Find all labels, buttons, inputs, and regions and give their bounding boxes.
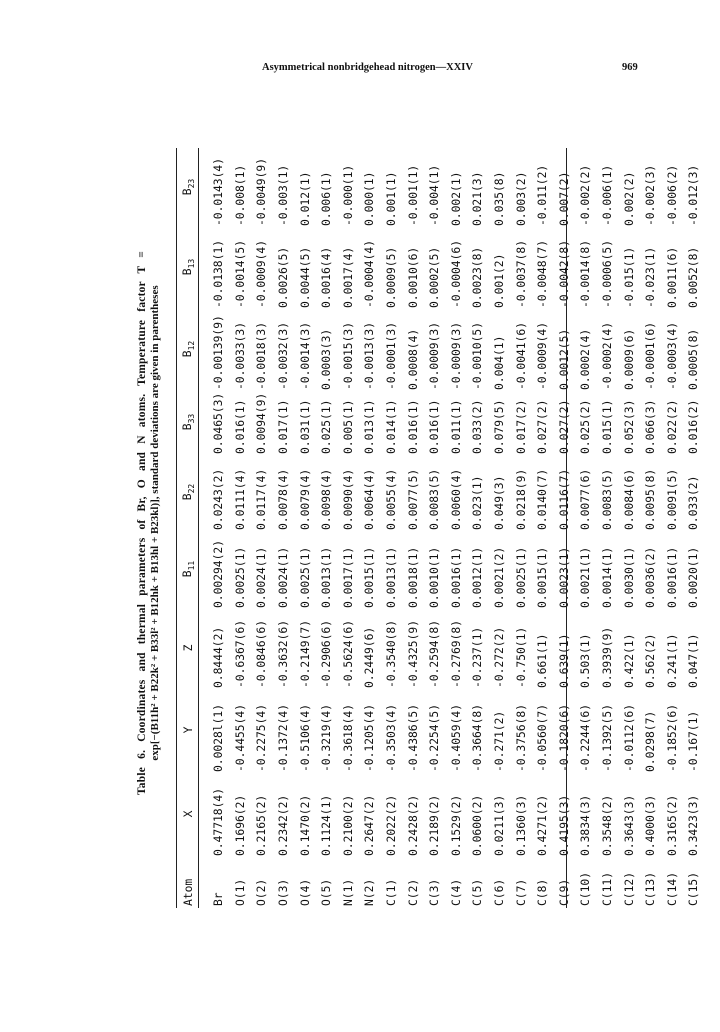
table-row [510,148,532,908]
table-cell-b22: 0.0116(7) [557,468,571,530]
table-cell-atom: O(1) [233,878,247,906]
table-cell-atom: C(3) [428,878,442,906]
table-cell-x: 0.47718(4) [212,787,226,856]
column-header-b22 [180,454,198,530]
column-header-b23 [180,148,198,226]
table-cell-b23: 0.035(8) [493,171,507,226]
table-cell-b33: 0.027(2) [557,399,571,454]
table-cell-b13: -0.0014(8) [579,239,593,308]
table-cell-b23: -0.003(1) [277,164,291,226]
table-cell-b11: 0.0015(1) [536,546,550,608]
table-cell-b12: 0.0008(4) [406,328,420,390]
table-cell-z: -0.2769(8) [449,619,463,688]
table-cell-atom: Br [212,892,226,906]
table-cell-b23: -0.012(3) [687,164,701,226]
table-cell-b33: 0.013(1) [363,399,377,454]
table-cell-b12: 0.0012(5) [557,328,571,390]
rotated-table-block [128,140,701,908]
table-cell-b22: 0.0083(5) [428,468,442,530]
table-cell-b23: -0.002(3) [644,164,658,226]
table-cell-b11: 0.0021(1) [579,546,593,608]
table-cell-atom: O(4) [298,878,312,906]
column-header-b33 [180,390,198,454]
table-cell-b12: -0.0009(3) [428,321,442,390]
table-cell-b33: 0.033(2) [471,399,485,454]
table-cell-b22: 0.0055(4) [385,468,399,530]
table-cell-b22: 0.0083(5) [600,468,614,530]
table-cell-b11: 0.0010(1) [428,546,442,608]
table-cell-z: 0.8444(2) [212,626,226,688]
column-header-label: X [181,810,195,818]
column-header-label: Y [181,726,195,734]
table-cell-b12: -0.0032(3) [277,321,291,390]
table-cell-b11: 0.00294(2) [212,539,226,608]
table-cell-y: -0.1852(6) [665,703,679,772]
table-cell-b12: -0.0041(6) [514,321,528,390]
table-cell-x: 0.4195(3) [557,794,571,856]
table-cell-b12: -0.0033(3) [233,321,247,390]
caption-line-2: exp[−(B11h² + B22k² + B33l² + B12hk + B13hl + B23kl)], standard deviations are given in parentheses [149,285,161,761]
table-cell-b33: 0.016(1) [233,399,247,454]
table-cell-x: 0.2342(2) [277,794,291,856]
table-cell-z: -0.237(1) [471,626,485,688]
table-cell-x: 0.4271(2) [536,794,550,856]
table-cell-x: 0.1124(1) [320,794,334,856]
table-cell-atom: C(5) [471,878,485,906]
table-cell-b13: 0.0017(4) [341,246,355,308]
table-cell-z: -0.4325(9) [406,619,420,688]
table-cell-b12: 0.0009(6) [622,328,636,390]
table-cell-b13: -0.015(1) [622,246,636,308]
table-row [467,148,489,908]
table-cell-b33: 0.079(5) [493,399,507,454]
table-cell-b13: 0.0002(5) [428,246,442,308]
table-cell-b13: 0.0009(5) [385,246,399,308]
table-cell-atom: C(9) [557,878,571,906]
column-header-z [180,608,198,688]
table-cell-b11: 0.0018(1) [406,546,420,608]
table-cell-b13: -0.0138(1) [212,239,226,308]
table-cell-b22: 0.0060(4) [449,468,463,530]
table-cell-b22: 0.0095(8) [644,468,658,530]
table-row [402,148,424,908]
column-header-label: B [180,188,194,196]
column-header-label: B [180,570,194,578]
table-cell-b22: 0.0084(6) [622,468,636,530]
table-cell-z: -0.3632(6) [277,619,291,688]
table-cell-b23: 0.021(3) [471,171,485,226]
table-cell-b23: -0.002(2) [579,164,593,226]
table-cell-x: 0.1529(2) [449,794,463,856]
table-cell-b23: -0.000(1) [341,164,355,226]
table-cell-x: 0.2428(2) [406,794,420,856]
table-cell-b12: -0.0001(3) [385,321,399,390]
table-cell-y: -0.3664(8) [471,703,485,772]
table-row [338,148,360,908]
table-header-row [180,148,198,908]
table-cell-x: 0.3423(3) [687,794,701,856]
table-cell-b11: 0.0013(1) [320,546,334,608]
table-row [359,148,381,908]
table-cell-y: -0.0560(7) [536,703,550,772]
table-cell-b33: 0.025(2) [579,399,593,454]
table-cell-b33: 0.052(3) [622,399,636,454]
table-cell-b13: 0.0052(8) [687,246,701,308]
table-cell-b11: 0.0017(1) [341,546,355,608]
table-cell-z: -0.272(2) [493,626,507,688]
table-cell-y: -0.3618(4) [341,703,355,772]
column-header-label: Z [181,644,195,652]
table-cell-b22: 0.0111(4) [233,468,247,530]
table-cell-y: -0.3503(4) [385,703,399,772]
table-cell-b11: 0.0023(1) [557,546,571,608]
table-cell-b13: 0.0023(8) [471,246,485,308]
table-cell-b33: 0.016(2) [687,399,701,454]
table-cell-b11: 0.0024(1) [277,546,291,608]
table-cell-b23: 0.007(2) [557,171,571,226]
table-cell-b23: -0.008(1) [233,164,247,226]
table-cell-b23: 0.006(1) [320,171,334,226]
table-cell-y: -0.5106(4) [298,703,312,772]
table-cell-b23: -0.011(2) [536,164,550,226]
table-cell-z: 0.422(1) [622,633,636,688]
table-cell-b11: 0.0014(1) [600,546,614,608]
table-cell-z: -0.5624(6) [341,619,355,688]
table-cell-b13: 0.001(2) [493,253,507,308]
table-cell-x: 0.4000(3) [644,794,658,856]
table-cell-b23: -0.001(1) [406,164,420,226]
table-row [554,148,576,908]
table-cell-b12: -0.0009(4) [536,321,550,390]
column-header-label: B [180,423,194,431]
table-cell-atom: C(7) [514,878,528,906]
table-cell-b22: 0.0140(7) [536,468,550,530]
table-row [198,148,230,908]
table-cell-x: 0.2189(2) [428,794,442,856]
table-cell-b11: 0.0016(1) [665,546,679,608]
column-header-subscript: 11 [186,560,196,571]
table-cell-y: -0.1205(4) [363,703,377,772]
table-cell-y: -0.3756(8) [514,703,528,772]
table-cell-z: -0.2906(6) [320,619,334,688]
table-cell-b13: -0.0048(7) [536,239,550,308]
table-cell-b12: 0.0002(4) [579,328,593,390]
table-cell-b11: 0.0025(1) [514,546,528,608]
table-cell-b22: 0.0064(4) [363,468,377,530]
table-cell-b12: -0.0002(4) [600,321,614,390]
table-cell-x: 0.2647(2) [363,794,377,856]
table-cell-b13: -0.0037(8) [514,239,528,308]
table-cell-y: -0.4059(4) [449,703,463,772]
table-cell-y: -0.167(1) [687,710,701,772]
table-cell-z: 0.562(2) [644,633,658,688]
coordinates-table [180,148,705,908]
table-cell-atom: C(14) [665,871,679,906]
column-header-b13 [180,226,198,308]
table-cell-z: 0.3939(9) [600,626,614,688]
table-cell-b33: 0.022(2) [665,399,679,454]
column-header-subscript: 13 [186,258,196,269]
table-row [640,148,662,908]
table-cell-atom: O(5) [320,878,334,906]
table-cell-b13: -0.023(1) [644,246,658,308]
table-cell-b12: -0.0001(6) [644,321,658,390]
table-cell-b22: 0.0098(4) [320,468,334,530]
column-header-x [180,772,198,856]
table-cell-b11: 0.0025(1) [233,546,247,608]
table-cell-b33: 0.016(1) [428,399,442,454]
table-body [198,148,705,908]
table-cell-b11: 0.0030(1) [622,546,636,608]
table-row [575,148,597,908]
table-caption [136,178,161,868]
table-cell-y: -0.1820(6) [557,703,571,772]
column-header-atom [180,856,198,908]
table-row [532,148,554,908]
column-header-b11 [180,530,198,608]
table-cell-z: 0.047(1) [687,633,701,688]
table-cell-z: 0.639(1) [557,633,571,688]
table-row [381,148,403,908]
table-cell-y: -0.1392(5) [600,703,614,772]
table-cell-b11: 0.0036(2) [644,546,658,608]
table-cell-z: -0.2149(7) [298,619,312,688]
table-cell-atom: C(2) [406,878,420,906]
table-row [683,148,705,908]
table-cell-z: -0.2594(8) [428,619,442,688]
table-cell-b22: 0.0077(6) [579,468,593,530]
table-cell-b22: 0.033(2) [687,475,701,530]
table-cell-b13: 0.0044(5) [298,246,312,308]
table-cell-z: -0.0846(6) [255,619,269,688]
table-cell-b12: 0.0005(8) [687,328,701,390]
table-cell-b33: 0.016(1) [406,399,420,454]
table-cell-b11: 0.0016(1) [449,546,463,608]
table-cell-b33: 0.027(2) [536,399,550,454]
table-cell-y: -0.1372(4) [277,703,291,772]
table-cell-atom: O(2) [255,878,269,906]
bottom-rule [566,148,567,908]
table-cell-y: -0.2275(4) [255,703,269,772]
table-row [489,148,511,908]
table-cell-b22: 0.049(3) [493,475,507,530]
table-cell-atom: C(11) [600,871,614,906]
table-cell-b22: 0.0218(9) [514,468,528,530]
column-header-label: Atom [181,878,195,906]
table-cell-b11: 0.0013(1) [385,546,399,608]
table-cell-b12: -0.00139(9) [212,315,226,390]
column-header-label: B [180,350,194,358]
table-cell-atom: O(3) [277,878,291,906]
table-cell-b23: -0.006(1) [600,164,614,226]
table-cell-y: 0.0298(7) [644,710,658,772]
table-cell-b12: -0.0013(3) [363,321,377,390]
column-header-subscript: 23 [186,178,196,189]
table-cell-b22: 0.0090(4) [341,468,355,530]
table-cell-y: -0.2244(6) [579,703,593,772]
column-header-y [180,688,198,772]
table-cell-z: 0.241(1) [665,633,679,688]
table-cell-z: 0.661(1) [536,633,550,688]
table-row [251,148,273,908]
table-cell-b12: 0.004(1) [493,335,507,390]
table-cell-x: 0.2165(2) [255,794,269,856]
table-cell-atom: C(1) [385,878,399,906]
table-cell-b23: 0.002(1) [449,171,463,226]
table-row [230,148,252,908]
table-cell-z: 0.2449(6) [363,626,377,688]
table-cell-y: -0.271(2) [493,710,507,772]
table-cell-x: 0.1696(2) [233,794,247,856]
table-cell-b13: -0.0014(5) [233,239,247,308]
table-cell-b12: -0.0018(3) [255,321,269,390]
table-cell-b13: -0.0009(4) [255,239,269,308]
table-cell-b23: 0.001(1) [385,171,399,226]
table-cell-atom: C(13) [644,871,658,906]
table-cell-b11: 0.0020(1) [687,546,701,608]
table-cell-z: 0.503(1) [579,633,593,688]
table-cell-b33: 0.066(3) [644,399,658,454]
table-cell-b23: 0.003(2) [514,171,528,226]
table-cell-y: -0.3219(4) [320,703,334,772]
column-header-subscript: 33 [186,413,196,424]
table-row [294,148,316,908]
top-rule [176,148,177,908]
table-cell-atom: C(8) [536,878,550,906]
column-header-label: B [180,268,194,276]
table-cell-b23: -0.004(1) [428,164,442,226]
table-cell-atom: N(1) [341,878,355,906]
table-cell-b22: 0.0078(4) [277,468,291,530]
table-cell-b33: 0.0094(9) [255,392,269,454]
table-cell-x: 0.2022(2) [385,794,399,856]
table-row [273,148,295,908]
table-cell-x: 0.3165(2) [665,794,679,856]
table-cell-atom: N(2) [363,878,377,906]
table-cell-x: 0.1360(3) [514,794,528,856]
table-cell-x: 0.0211(3) [493,794,507,856]
column-header-b12 [180,308,198,390]
table-cell-z: -0.3540(8) [385,619,399,688]
table-cell-b33: 0.005(1) [341,399,355,454]
table-cell-b11: 0.0024(1) [255,546,269,608]
table-cell-b33: 0.017(2) [514,399,528,454]
table-cell-y: -0.4455(4) [233,703,247,772]
column-header-subscript: 22 [186,483,196,494]
table-cell-b22: 0.0117(4) [255,468,269,530]
table-cell-b12: -0.0003(4) [665,321,679,390]
table-cell-x: 0.0600(2) [471,794,485,856]
table-cell-z: -0.6367(6) [233,619,247,688]
table-cell-atom: C(15) [687,871,701,906]
table-cell-b13: 0.0010(6) [406,246,420,308]
table-cell-b33: 0.031(1) [298,399,312,454]
table-cell-b33: 0.015(1) [600,399,614,454]
table-cell-b33: 0.0465(3) [212,392,226,454]
table-cell-atom: C(12) [622,871,636,906]
table-cell-b23: -0.006(2) [665,164,679,226]
table-row [618,148,640,908]
table-cell-b12: -0.0015(3) [341,321,355,390]
table-cell-b12: 0.0003(3) [320,328,334,390]
table-cell-b33: 0.011(1) [449,399,463,454]
table-cell-b13: 0.0011(6) [665,246,679,308]
table-row [446,148,468,908]
table-cell-x: 0.2100(2) [341,794,355,856]
table-cell-b13: -0.0004(6) [449,239,463,308]
table-cell-b22: 0.0077(5) [406,468,420,530]
table-cell-b23: 0.002(2) [622,171,636,226]
table-cell-b13: -0.0004(4) [363,239,377,308]
table-cell-b23: -0.0049(9) [255,157,269,226]
table-cell-b13: -0.0006(5) [600,239,614,308]
table-cell-x: 0.3834(3) [579,794,593,856]
table-cell-y: 0.0028l(1) [212,703,226,772]
table-cell-b12: -0.0014(3) [298,321,312,390]
column-header-label: B [180,493,194,501]
table-cell-b12: -0.0009(3) [449,321,463,390]
table-cell-b13: 0.0026(5) [277,246,291,308]
table-cell-b22: 0.0091(5) [665,468,679,530]
table-row [661,148,683,908]
table-cell-y: -0.0112(6) [622,703,636,772]
table-cell-b33: 0.025(1) [320,399,334,454]
table-cell-atom: C(6) [493,878,507,906]
running-head: Asymmetrical nonbridgehead nitrogen—XXIV [262,62,473,73]
table-cell-b33: 0.014(1) [385,399,399,454]
table-cell-x: 0.3548(2) [600,794,614,856]
column-header-subscript: 12 [186,340,196,351]
table-cell-b22: 0.023(1) [471,475,485,530]
table-row [424,148,446,908]
table-cell-b23: 0.012(1) [298,171,312,226]
table-cell-x: 0.1470(2) [298,794,312,856]
table-cell-b11: 0.0021(2) [493,546,507,608]
table-cell-b13: 0.0016(4) [320,246,334,308]
caption-line-1: Table 6. Coordinates and thermal parameters of Br, O and N atoms. Temperature factor T = [136,250,148,796]
table-cell-b23: 0.000(1) [363,171,377,226]
table-cell-z: -0.750(1) [514,626,528,688]
table-cell-b11: 0.0025(1) [298,546,312,608]
table-cell-b22: 0.0243(2) [212,468,226,530]
table-cell-y: -0.4386(5) [406,703,420,772]
table-cell-atom: C(10) [579,871,593,906]
table-cell-b13: -0.0042(8) [557,239,571,308]
table-cell-b33: 0.017(1) [277,399,291,454]
table-cell-b22: 0.0079(4) [298,468,312,530]
table-row [316,148,338,908]
table-cell-b11: 0.0012(1) [471,546,485,608]
table-cell-atom: C(4) [449,878,463,906]
table-cell-y: -0.2254(5) [428,703,442,772]
table-cell-b11: 0.0015(1) [363,546,377,608]
table-row [597,148,619,908]
table-cell-b23: -0.0143(4) [212,157,226,226]
table-cell-b12: -0.0010(5) [471,321,485,390]
page-number: 969 [622,62,638,73]
table-cell-x: 0.3643(3) [622,794,636,856]
